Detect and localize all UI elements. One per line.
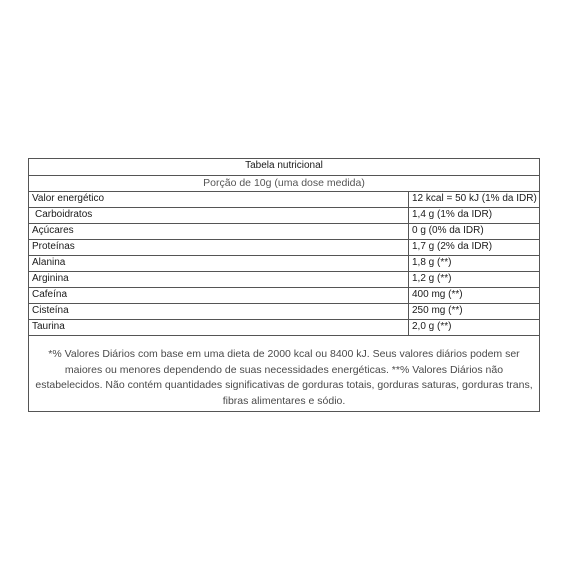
nutrient-row [29, 272, 539, 288]
nutrient-name: Arginina [32, 273, 69, 284]
nutrient-row [29, 256, 539, 272]
nutrient-name: Valor energético [32, 193, 105, 204]
nutrient-row [29, 224, 539, 240]
portion-size: Porção de 10g (uma dose medida) [203, 177, 365, 189]
nutrient-name: Açúcares [32, 225, 74, 236]
footnote: *% Valores Diários com base em uma dieta de 2000 kcal ou 8400 kJ. Seus valores diários podem ser maiores ou menores dependendo de suas necessidades energéticas. **% Valores Diários não estabelecidos. Não contém quantidades significativas de gorduras totais, gorduras saturas, gorduras trans, fibras alimentares e sódio. [35, 348, 533, 407]
nutrient-name: Carboidratos [35, 209, 93, 220]
nutrient-value: 2,0 g (**) [412, 321, 452, 332]
nutrient-name: Cafeína [32, 289, 68, 300]
nutrient-value: 1,8 g (**) [412, 257, 452, 268]
nutrient-value: 250 mg (**) [412, 305, 463, 316]
nutrition-facts-table [28, 158, 540, 412]
nutrient-value: 12 kcal = 50 kJ (1% da IDR) [412, 193, 537, 204]
nutrient-row [29, 304, 539, 320]
nutrient-value: 1,7 g (2% da IDR) [412, 241, 493, 252]
nutrient-row [29, 240, 539, 256]
nutrient-value: 1,4 g (1% da IDR) [412, 209, 493, 220]
nutrient-name: Proteínas [32, 241, 75, 252]
nutrient-row [29, 320, 539, 336]
nutrient-value: 1,2 g (**) [412, 273, 452, 284]
nutrient-name: Alanina [32, 257, 66, 268]
nutrient-row [29, 208, 539, 224]
nutrient-value: 400 mg (**) [412, 289, 463, 300]
nutrient-value: 0 g (0% da IDR) [412, 225, 484, 236]
nutrient-name: Taurina [32, 321, 65, 332]
nutrient-name: Cisteína [32, 305, 69, 316]
column-divider [408, 192, 409, 336]
nutrient-row [29, 288, 539, 304]
portion-row [29, 176, 539, 192]
table-title-row [29, 159, 539, 176]
table-title: Tabela nutricional [245, 160, 323, 171]
nutrient-row [29, 192, 539, 208]
